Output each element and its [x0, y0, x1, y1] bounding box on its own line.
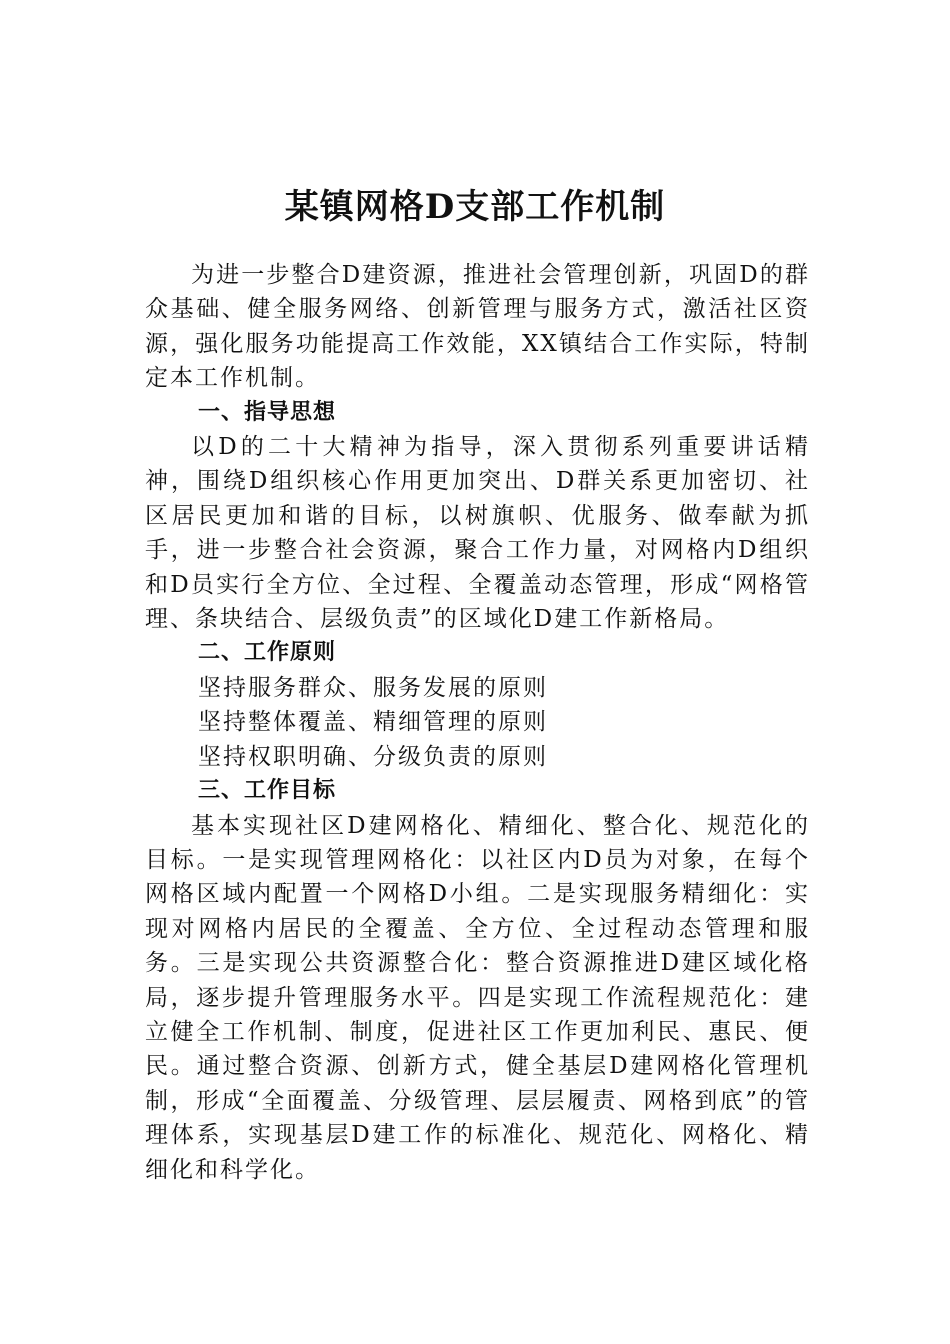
- section-heading-work-goals: 三、工作目标: [198, 778, 337, 804]
- principle-item: 坚持服务群众、服务发展的原则: [198, 674, 548, 701]
- principle-item: 坚持整体覆盖、精细管理的原则: [198, 709, 548, 736]
- intro-paragraph: 为进一步整合D建资源，推进社会管理创新，巩固D的群众基础、健全服务网络、创新管理与服务方式，激活社区资源，强化服务功能提高工作效能，XX镇结合工作实际，特制定本工作机制。: [145, 262, 810, 392]
- section-heading-work-principles: 二、工作原则: [198, 640, 337, 666]
- guiding-ideology-paragraph: 以D的二十大精神为指导，深入贯彻系列重要讲话精神，围绕D组织核心作用更加突出、D群关系更加密切、社区居民更加和谐的目标，以树旗帜、优服务、做奉献为抓手，进一步整合社会资源，聚合工作力量，对网格内D组织和D员实行全方位、全过程、全覆盖动态管理，形成“网格管理、条块结合、层级负责”的区域化D建工作新格局。: [145, 434, 810, 633]
- section-heading-guiding-ideology: 一、指导思想: [198, 399, 337, 425]
- principle-item: 坚持权职明确、分级负责的原则: [198, 743, 548, 770]
- work-goals-paragraph: 基本实现社区D建网格化、精细化、整合化、规范化的目标。一是实现管理网格化：以社区内D员为对象，在每个网格区域内配置一个网格D小组。二是实现服务精细化：实现对网格内居民的全覆盖、全方位、全过程动态管理和服务。三是实现公共资源整合化：整合资源推进D建区域化格局，逐步提升管理服务水平。四是实现工作流程规范化：建立健全工作机制、制度，促进社区工作更加利民、惠民、便民。通过整合资源、创新方式，健全基层D建网格化管理机制，形成“全面覆盖、分级管理、层层履责、网格到底”的管理体系，实现基层D建工作的标准化、规范化、网格化、精细化和科学化。: [145, 812, 810, 1183]
- document-title: 某镇网格D支部工作机制: [284, 186, 666, 227]
- document-body: [145, 258, 810, 1187]
